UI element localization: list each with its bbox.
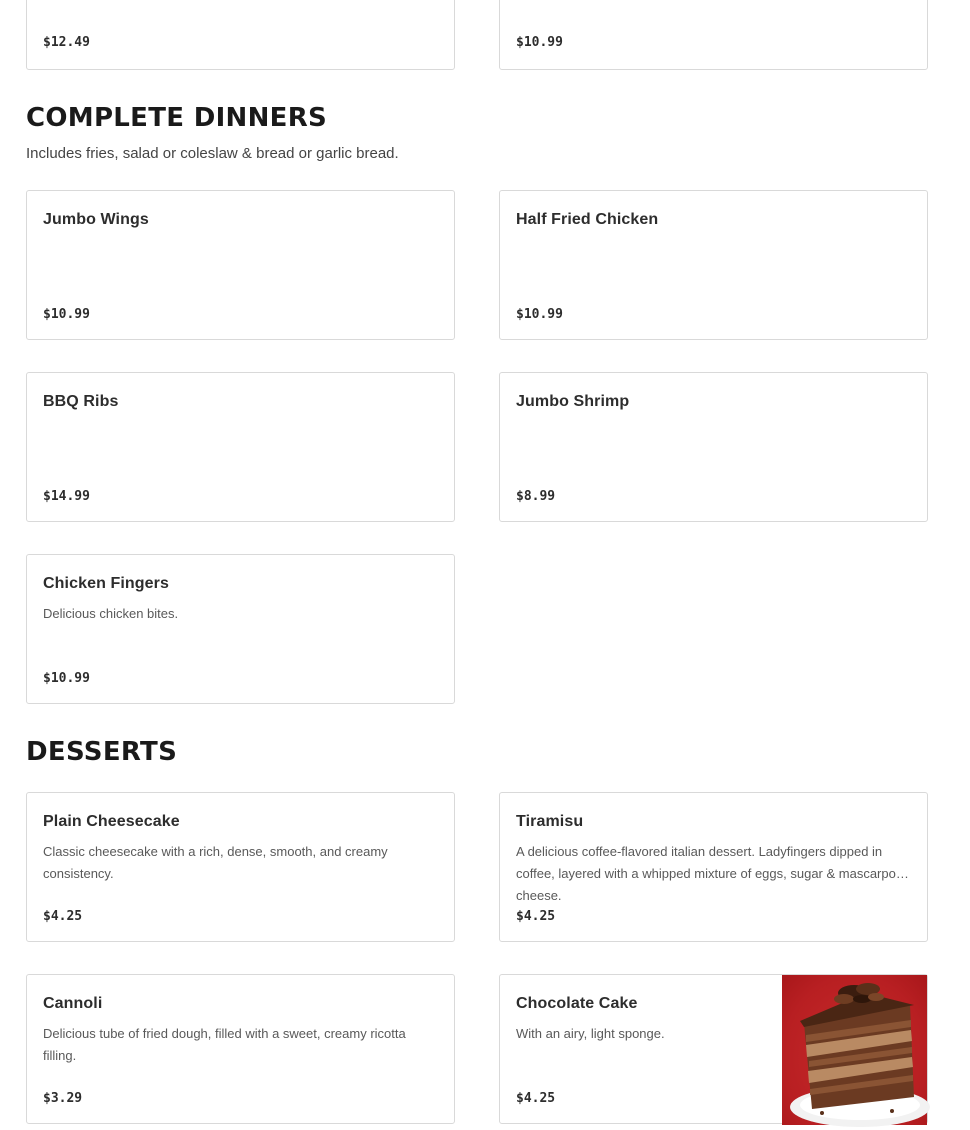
item-price: $4.25 [516, 1091, 556, 1106]
menu-item-jumbo-wings[interactable] [26, 190, 455, 340]
item-description: Classic cheesecake with a rich, dense, smooth, and creamy consistency. [43, 844, 388, 881]
menu-item-cannoli[interactable] [26, 974, 455, 1124]
menu-item-jumbo-shrimp[interactable] [499, 372, 928, 522]
item-price: $8.99 [516, 489, 556, 504]
item-price: $10.99 [43, 671, 90, 686]
menu-item-card[interactable] [499, 0, 928, 70]
chocolate-cake-photo [782, 975, 927, 1125]
item-price: $4.25 [516, 909, 556, 924]
item-name: Chicken Fingers [43, 575, 169, 592]
section-title-desserts: DESSERTS [26, 737, 178, 767]
menu-item-card[interactable] [26, 0, 455, 70]
item-price: $10.99 [516, 35, 563, 50]
menu-item-plain-cheesecake[interactable] [26, 792, 455, 942]
menu-item-tiramisu[interactable] [499, 792, 928, 942]
item-name: Chocolate Cake [516, 995, 638, 1012]
item-price: $10.99 [43, 307, 90, 322]
item-name: Tiramisu [516, 813, 584, 830]
item-price: $14.99 [43, 489, 90, 504]
menu-item-half-fried-chicken[interactable] [499, 190, 928, 340]
item-price: $12.49 [43, 35, 90, 50]
cake-illustration [782, 975, 927, 1125]
item-description: Delicious tube of fried dough, filled with a sweet, creamy ricotta filling. [43, 1026, 406, 1063]
item-name: Plain Cheesecake [43, 813, 180, 830]
menu-item-chocolate-cake[interactable] [499, 974, 928, 1124]
item-price: $3.29 [43, 1091, 83, 1106]
item-price: $4.25 [43, 909, 83, 924]
item-name: Cannoli [43, 995, 103, 1012]
item-price: $10.99 [516, 307, 563, 322]
menu-item-bbq-ribs[interactable] [26, 372, 455, 522]
item-description: With an airy, light sponge. [516, 1026, 665, 1041]
section-description: Includes fries, salad or coleslaw & bread or garlic bread. [26, 145, 399, 162]
item-name: BBQ Ribs [43, 393, 119, 410]
item-description: Delicious chicken bites. [43, 606, 179, 621]
item-name: Half Fried Chicken [516, 211, 659, 228]
item-name: Jumbo Wings [43, 211, 149, 228]
item-description: A delicious coffee-flavored italian dessert. Ladyfingers dipped in coffee, layered with a whipped mixture of eggs, sugar & mascarpone cheese. [516, 844, 911, 903]
section-title-complete-dinners: COMPLETE DINNERS [26, 103, 328, 133]
item-name: Jumbo Shrimp [516, 393, 630, 410]
menu-item-chicken-fingers[interactable] [26, 554, 455, 704]
